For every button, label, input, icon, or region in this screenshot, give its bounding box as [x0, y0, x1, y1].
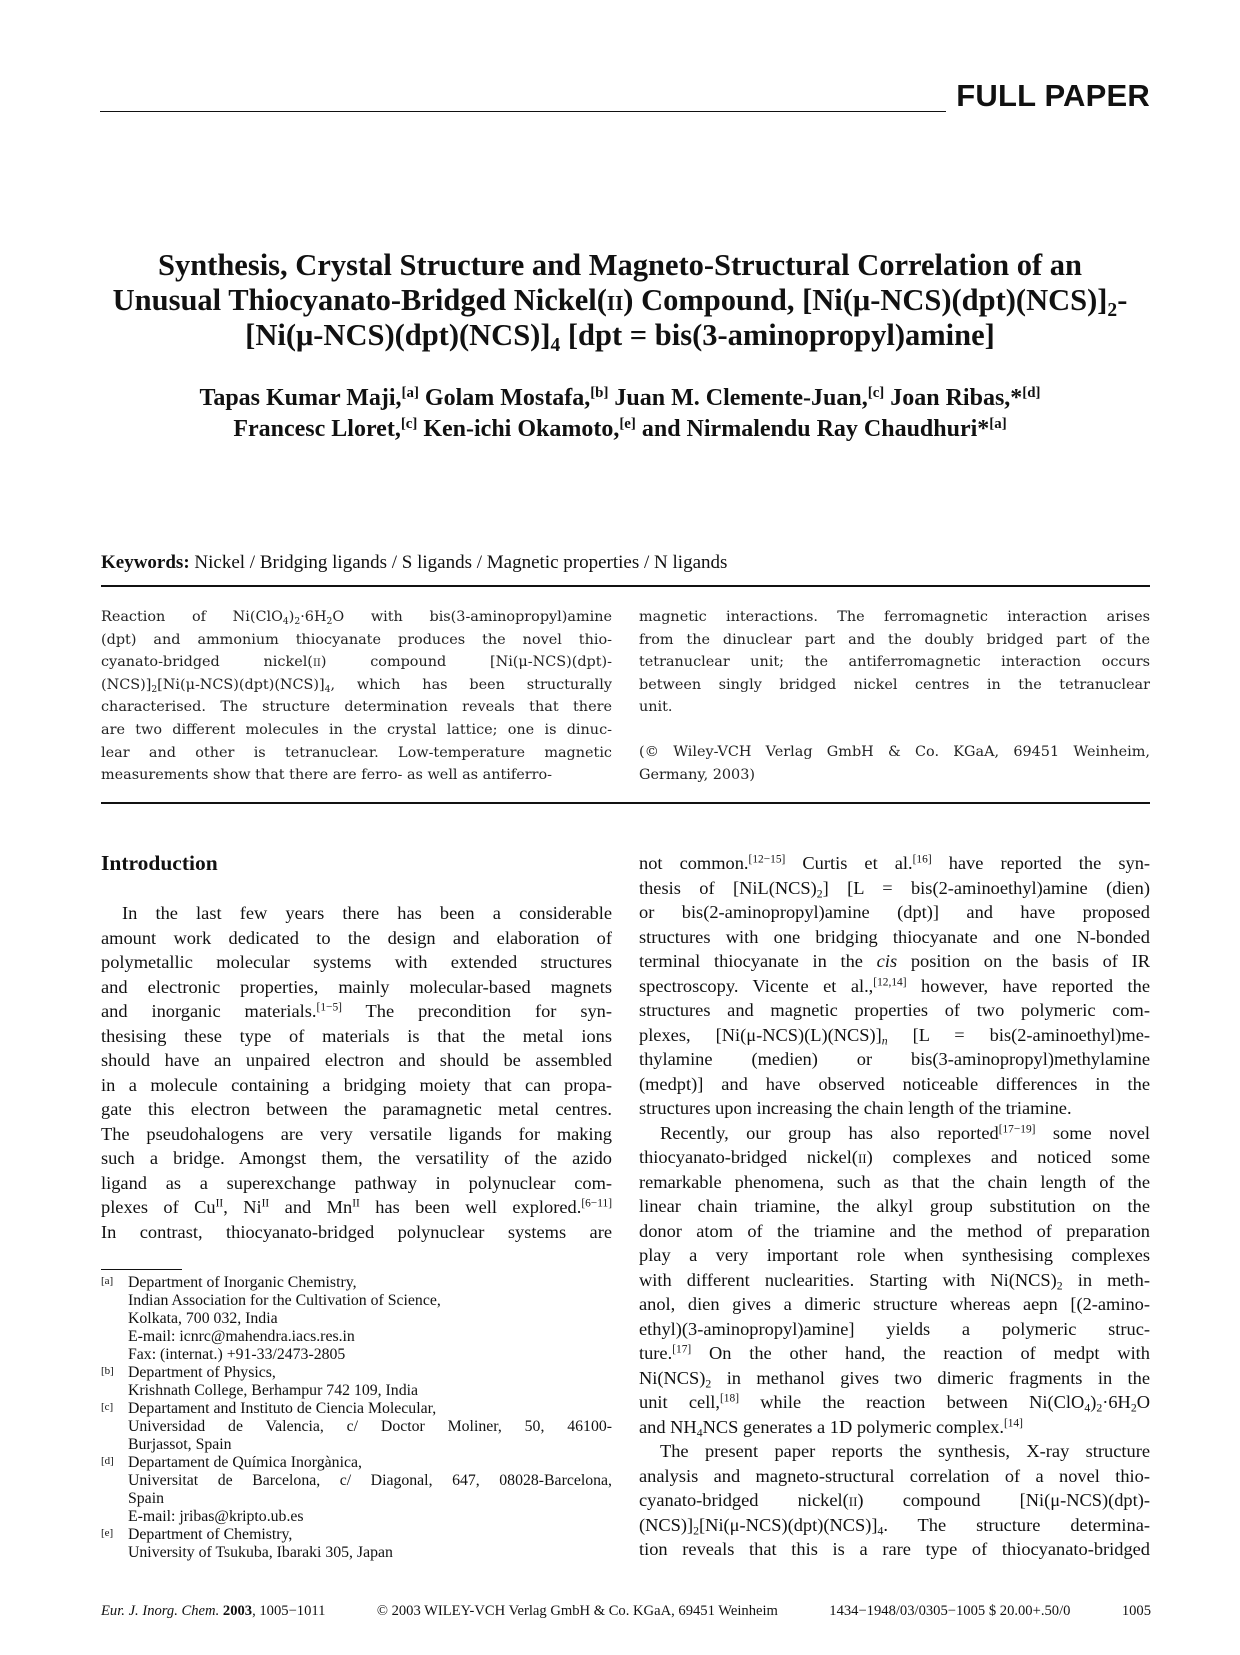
body-line: structures with one bridging thiocyanate and one N-bonded — [639, 926, 1150, 947]
body-line: thesising these type of materials is that the metal ions — [101, 1025, 612, 1046]
abstract-line: from the dinuclear part and the doubly bridged part of the — [639, 631, 1150, 648]
affiliation-footnotes — [101, 1274, 612, 1562]
body-line: anol, dien gives a dimeric structure whereas aepn [(2-amino- — [639, 1294, 1150, 1314]
footnote-line: Krishnath College, Berhampur 742 109, India — [128, 1382, 418, 1399]
body-line: tion reveals that this is a rare type of thiocyanato-bridged — [639, 1539, 1150, 1559]
footnote-line: Burjassot, Spain — [128, 1436, 232, 1453]
footnote-mark: [d] — [101, 1455, 114, 1467]
footnote-c — [101, 1400, 612, 1454]
body-line: spectroscopy. Vicente et al.,[12,14] however, have reported the — [639, 975, 1150, 996]
body-line: plexes, $[Ni(\mu-NCS)(L)(NCS)]_n$ [L = bis(2-aminoethyl)me- — [639, 1024, 1150, 1048]
author-line: Francesc Lloret,[c] Ken-ichi Okamoto,[e] and Nirmalendu Ray Chaudhuri*[a] — [233, 415, 1007, 442]
abstract-line: characterised. The structure determination reveals that there — [101, 699, 612, 716]
abstract-line: cyanato-bridged nickel(ii) compound [Ni(μ-NCS)(dpt)- — [101, 654, 612, 671]
body-line: with different nuclearities. Starting with $Ni(NCS)_2$ in meth- — [639, 1269, 1150, 1293]
body-line: ethyl)(3-aminopropyl)amine] yields a polymeric struc- — [639, 1318, 1150, 1339]
abstract-line: $(NCS)]_2[Ni(\mu-NCS)(dpt)(NCS)]_4$, which has been structurally — [101, 676, 612, 695]
abstract-line: lear and other is tetranuclear. Low-temperature magnetic — [101, 744, 612, 761]
abstract-left-column — [101, 606, 612, 787]
body-line: or bis(2-aminopropyl)amine (dpt)] and have proposed — [639, 902, 1150, 922]
footer-issn: 1434−1948/03/0305−1005 $ 20.00+.50/0 — [829, 1603, 1071, 1619]
title-line: $[Ni(\mu-NCS)(dpt)(NCS)]_4$ [dpt = bis(3-aminopropyl)amine] — [245, 318, 995, 356]
footnote-line: University of Tsukuba, Ibaraki 305, Japan — [128, 1544, 393, 1561]
footnote-mark: [a] — [101, 1275, 114, 1287]
copyright-line: (© Wiley-VCH Verlag GmbH & Co. KGaA, 69451 Weinheim, — [639, 744, 1150, 760]
section-heading: Introduction — [101, 851, 218, 875]
footnote-line: Universitat de Barcelona, c/ Diagonal, 647, 08028-Barcelona, — [128, 1472, 612, 1489]
author-list — [80, 383, 1160, 445]
body-line: ture.[17] On the other hand, the reaction of medpt with — [639, 1343, 1150, 1363]
title-line: Synthesis, Crystal Structure and Magneto-Structural Correlation of an — [158, 248, 1082, 282]
body-line: thesis of $[NiL(NCS)_2] [L$ = bis(2-aminoethyl)amine (dien) — [639, 877, 1150, 901]
footnote-line: Department of Inorganic Chemistry, — [128, 1274, 357, 1291]
body-line: The pseudohalogens are very versatile ligands for making — [101, 1123, 612, 1144]
footnote-line: Department of Physics, — [128, 1364, 276, 1381]
abstract-line: measurements show that there are ferro- as well as antiferro- — [101, 767, 553, 784]
abstract-bottom-rule — [101, 802, 1150, 804]
footnote-email: E-mail: jribas@kripto.ub.es — [128, 1508, 304, 1525]
header-rule — [100, 111, 946, 112]
body-line: gate this electron between the paramagnetic metal centres. — [101, 1099, 612, 1119]
body-line: and inorganic materials.[1−5] The precondition for syn- — [101, 1001, 613, 1021]
body-line: ligand as a superexchange pathway in polynuclear com- — [101, 1172, 612, 1193]
body-line: terminal thiocyanate in the cis position on the basis of IR — [639, 951, 1151, 971]
abstract-line: tetranuclear unit; the antiferromagnetic interaction occurs — [639, 654, 1150, 671]
body-line: (medpt)] and have observed noticeable differences in the — [639, 1073, 1150, 1094]
body-line: amount work dedicated to the design and elaboration of — [101, 927, 612, 948]
body-right-column — [639, 851, 1150, 1562]
body-line: in a molecule containing a bridging moiety that can propa- — [101, 1074, 612, 1095]
footnote-mark: [e] — [101, 1527, 114, 1539]
body-line: plexes of $Cu^{II}$, $Ni^{II}$ and $Mn^{II}$ has been well explored.[6−11] — [101, 1197, 612, 1217]
citation — [101, 1603, 325, 1620]
journal-pages: , 1005−1011 — [252, 1603, 326, 1619]
keywords-label: Keywords: — [101, 552, 190, 573]
body-line: $Ni(NCS)_2$ in methanol gives two dimeric fragments in the — [639, 1367, 1150, 1391]
footnote-email: E-mail: icnrc@mahendra.iacs.res.in — [128, 1328, 355, 1345]
abstract-line: Reaction of $Ni(ClO_4)_2\cdot 6H_2O$ with bis(3-aminopropyl)amine — [101, 609, 612, 627]
abstract-line: magnetic interactions. The ferromagnetic interaction arises — [639, 609, 1150, 625]
body-line: unit cell,[18] while the reaction between $Ni(ClO_4)_2\cdot 6H_2O$ — [639, 1392, 1150, 1415]
author-line: Tapas Kumar Maji,[a] Golam Mostafa,[b] Juan M. Clemente-Juan,[c] Joan Ribas,*[d] — [199, 384, 1041, 411]
abstract-line: are two different molecules in the crystal lattice; one is dinuc- — [101, 721, 612, 738]
footnote-rule — [101, 1269, 182, 1270]
body-line: cyanato-bridged nickel(ii) compound [Ni(μ-NCS)(dpt)- — [639, 1490, 1150, 1510]
page-footer — [101, 1603, 1151, 1620]
body-line: $(NCS)]_2[Ni(\mu-NCS)(dpt)(NCS)]_4$. The structure determina- — [639, 1514, 1150, 1538]
footnote-b — [101, 1364, 612, 1400]
footnote-mark: [b] — [101, 1365, 114, 1377]
footnote-line: Department of Chemistry, — [128, 1526, 293, 1543]
body-line: linear chain triamine, the alkyl group substitution on the — [639, 1196, 1150, 1216]
abstract-right-column — [639, 606, 1150, 719]
body-left-column — [101, 901, 612, 1244]
abstract-line: unit. — [639, 699, 673, 716]
body-line: remarkable phenomena, such as that the chain length of the — [639, 1171, 1150, 1192]
journal-year: 2003 — [222, 1603, 253, 1619]
title-line: Unusual Thiocyanato-Bridged Nickel(ii) Compound, $[Ni(\mu-NCS)(dpt)(NCS)]_2-$ — [112, 283, 1128, 321]
body-line: should have an unpaired electron and should be assembled — [101, 1050, 612, 1070]
abstract-top-rule — [101, 585, 1150, 587]
keywords-items: Nickel / Bridging ligands / S ligands / Magnetic properties / N ligands — [194, 552, 728, 573]
footnote-fax: Fax: (internat.) +91-33/2473-2805 — [128, 1346, 346, 1363]
footnote-line: Indian Association for the Cultivation of Science, — [128, 1292, 441, 1309]
footnote-line: Departament de Química Inorgànica, — [128, 1454, 362, 1471]
body-line: and electronic properties, mainly molecular-based magnets — [101, 976, 612, 997]
body-line: thylamine (medien) or bis(3-aminopropyl)methylamine — [639, 1049, 1150, 1069]
keywords-line — [101, 552, 1151, 574]
body-line: such a bridge. Amongst them, the versatility of the azido — [101, 1148, 612, 1168]
footnote-line: Kolkata, 700 032, India — [128, 1310, 278, 1327]
body-line: not common.[12−15] Curtis et al.[16] have reported the syn- — [639, 853, 1151, 873]
body-line: and $NH_4NCS$ generates a 1D polymeric complex.[14] — [639, 1416, 1023, 1440]
page-number: 1005 — [1121, 1603, 1151, 1619]
body-line: structures and magnetic properties of two polymeric com- — [639, 1000, 1150, 1020]
article-type-label: FULL PAPER — [956, 78, 1150, 113]
body-line: polymetallic molecular systems with extended structures — [101, 952, 612, 972]
abstract-copyright — [639, 741, 1150, 786]
body-line: Recently, our group has also reported[17−19] some novel — [660, 1122, 1150, 1143]
abstract-line: between singly bridged nickel centres in the tetranuclear — [639, 676, 1150, 693]
paper-title — [80, 248, 1160, 356]
body-line: play a very important role when synthesising complexes — [639, 1245, 1150, 1265]
footnote-line: Departament and Instituto de Ciencia Molecular, — [128, 1400, 437, 1417]
body-line: The present paper reports the synthesis, X-ray structure — [660, 1441, 1150, 1461]
body-line: analysis and magneto-structural correlation of a novel thio- — [639, 1465, 1150, 1486]
body-line: donor atom of the triamine and the method of preparation — [639, 1220, 1150, 1241]
footer-copyright: © 2003 WILEY-VCH Verlag GmbH & Co. KGaA, 69451 Weinheim — [376, 1603, 778, 1619]
body-line: In contrast, thiocyanato-bridged polynuclear systems are — [101, 1221, 612, 1242]
footnote-e — [101, 1526, 612, 1562]
journal-name: Eur. J. Inorg. Chem. — [101, 1603, 220, 1619]
footnote-line: Spain — [128, 1490, 164, 1507]
body-line: structures upon increasing the chain length of the triamine. — [639, 1098, 1072, 1118]
footnote-d — [101, 1454, 612, 1526]
copyright-line: Germany, 2003) — [639, 766, 755, 783]
footnote-a — [101, 1274, 612, 1364]
footnote-line: Universidad de Valencia, c/ Doctor Moliner, 50, 46100- — [128, 1418, 612, 1435]
abstract-line: (dpt) and ammonium thiocyanate produces the novel thio- — [101, 631, 612, 648]
body-line: thiocyanato-bridged nickel(ii) complexes and noticed some — [639, 1147, 1150, 1167]
footnote-mark: [c] — [101, 1401, 114, 1413]
body-line: In the last few years there has been a considerable — [122, 903, 612, 923]
